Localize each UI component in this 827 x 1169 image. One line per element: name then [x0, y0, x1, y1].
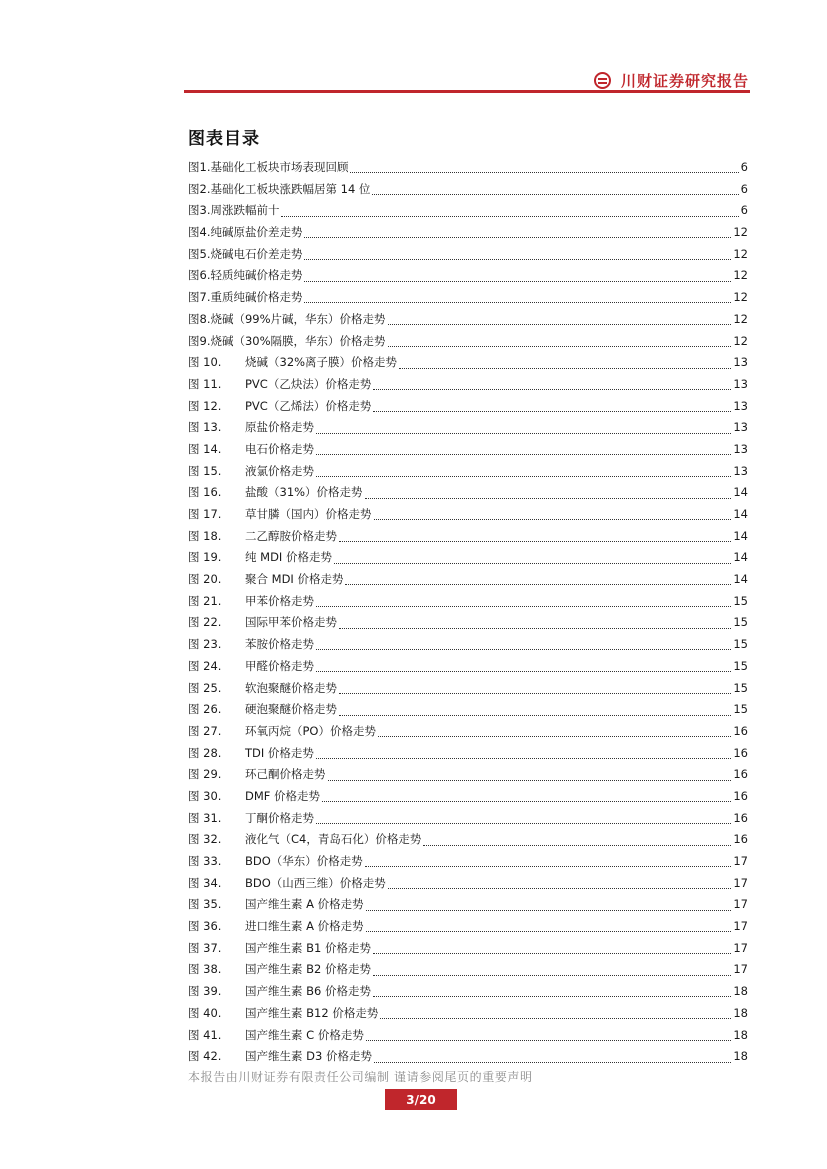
toc-entry[interactable]: [188, 352, 748, 374]
toc-entry-number: 图 40.: [188, 1005, 222, 1020]
toc-entry-title: 国产维生素 A 价格走势: [245, 897, 364, 912]
toc-dot-leader: [316, 442, 731, 455]
toc-entry-title: PVC（乙炔法）价格走势: [245, 376, 372, 391]
toc-entry-title: TDI 价格走势: [245, 745, 314, 760]
toc-entry-title: 基础化工板块涨跌幅居第 14 位: [210, 181, 371, 196]
toc-dot-leader: [373, 941, 731, 954]
toc-entry-page: 16: [733, 723, 748, 738]
toc-entry-page: 15: [733, 637, 748, 652]
toc-entry-title: 草甘膦（国内）价格走势: [245, 507, 372, 521]
toc-entry[interactable]: [188, 504, 748, 526]
toc-entry-number: 图2.: [188, 181, 211, 196]
toc-entry-number: 图 13.: [188, 420, 222, 435]
toc-entry-title: 重质纯碱价格走势: [210, 290, 303, 305]
toc-entry-page: 14: [733, 550, 748, 565]
toc-entry-title: 液化气（C4，青岛石化）价格走势: [245, 832, 422, 847]
toc-entry-number: 图 36.: [188, 919, 222, 934]
toc-entry-number: 图 21.: [188, 593, 222, 608]
toc-dot-leader: [373, 377, 731, 390]
toc-entry-number: 图9.: [188, 333, 211, 348]
toc-entry-page: 12: [733, 333, 748, 348]
chuancai-logo-icon: [594, 72, 611, 89]
toc-entry-page: 18: [733, 1005, 748, 1020]
toc-entry-page: 6: [740, 181, 748, 196]
toc-entry-number: 图 16.: [188, 485, 222, 500]
toc-entry[interactable]: [188, 721, 748, 743]
toc-entry-title: 烧碱（99%片碱，华东）价格走势: [210, 311, 386, 326]
toc-dot-leader: [399, 356, 731, 369]
toc-dot-leader: [339, 681, 731, 694]
toc-dot-leader: [374, 507, 732, 520]
toc-entry-page: 6: [740, 160, 748, 174]
toc-entry-page: 13: [733, 420, 748, 435]
toc-dot-leader: [304, 269, 731, 282]
toc-entry[interactable]: [188, 374, 748, 396]
toc-entry-title: 软泡聚醚价格走势: [245, 680, 337, 695]
toc-entry-number: 图8.: [188, 311, 211, 326]
toc-entry-number: 图 30.: [188, 788, 222, 803]
toc-dot-leader: [322, 789, 731, 802]
toc-entry[interactable]: [188, 265, 748, 287]
toc-entry-page: 14: [733, 572, 748, 587]
toc-dot-leader: [372, 182, 738, 195]
toc-entry-number: 图3.: [188, 203, 211, 218]
toc-entry-number: 图4.: [188, 225, 211, 240]
toc-dot-leader: [388, 876, 732, 889]
toc-entry[interactable]: [188, 179, 748, 201]
toc-dot-leader: [316, 811, 731, 824]
toc-dot-leader: [350, 160, 738, 173]
toc-entry[interactable]: [188, 612, 748, 634]
toc-dot-leader: [365, 486, 732, 499]
toc-entry-page: 18: [733, 1027, 748, 1042]
toc-entry-number: 图 20.: [188, 572, 222, 587]
toc-entry-page: 15: [733, 593, 748, 608]
toc-entry-title: PVC（乙烯法）价格走势: [245, 398, 372, 413]
toc-entry-number: 图 41.: [188, 1027, 222, 1042]
toc-entry[interactable]: [188, 1003, 748, 1025]
toc-entry-page: 17: [733, 854, 748, 868]
toc-entry[interactable]: [188, 222, 748, 244]
toc-entry[interactable]: [188, 1025, 748, 1047]
toc-entry-page: 18: [733, 1049, 748, 1064]
toc-entry[interactable]: [188, 482, 748, 504]
toc-dot-leader: [374, 1050, 731, 1063]
toc-entry-title: 纯 MDI 价格走势: [245, 550, 332, 565]
toc-entry[interactable]: [188, 699, 748, 721]
toc-entry-page: 13: [733, 441, 748, 456]
toc-entry-page: 16: [733, 832, 748, 847]
toc-entry-title: BDO（华东）价格走势: [245, 854, 363, 868]
toc-entry-title: 国产维生素 B6 价格走势: [245, 984, 372, 999]
toc-entry[interactable]: [188, 634, 748, 656]
footer-disclaimer: 本报告由川财证券有限责任公司编制 谨请参阅尾页的重要声明: [188, 1070, 533, 1084]
toc-entry-number: 图 29.: [188, 767, 222, 782]
toc-dot-leader: [373, 984, 731, 997]
toc-entry[interactable]: [188, 461, 748, 483]
toc-dot-leader: [339, 703, 731, 716]
brand-name: 川财证券研究报告: [620, 71, 749, 90]
toc-dot-leader: [304, 290, 731, 303]
toc-entry-number: 图5.: [188, 246, 211, 261]
toc-entry-title: 基础化工板块市场表现回顾: [210, 160, 349, 174]
toc-entry-title: 二乙醇胺价格走势: [245, 528, 337, 543]
toc-entry-page: 15: [733, 680, 748, 695]
toc-entry-number: 图 23.: [188, 637, 222, 652]
toc-entry-number: 图6.: [188, 268, 211, 283]
toc-entry-title: BDO（山西三维）价格走势: [245, 875, 386, 890]
toc-entry-title: 国产维生素 C 价格走势: [245, 1027, 364, 1042]
toc-entry-title: 苯胺价格走势: [245, 637, 314, 652]
toc-dot-leader: [304, 247, 731, 260]
toc-entry-page: 12: [733, 225, 748, 240]
toc-entry[interactable]: [188, 894, 748, 916]
toc-entry-page: 16: [733, 788, 748, 803]
toc-entry-title: 烧碱（32%离子膜）价格走势: [245, 355, 398, 370]
toc-entry-page: 15: [733, 658, 748, 673]
toc-title: 图表目录: [188, 129, 260, 149]
toc-entry[interactable]: [188, 981, 748, 1003]
toc-entry-title: 国产维生素 B1 价格走势: [245, 940, 372, 955]
toc-entry-page: 12: [733, 246, 748, 261]
toc-entry[interactable]: [188, 916, 748, 938]
toc-entry-number: 图 38.: [188, 962, 222, 977]
toc-entry[interactable]: [188, 678, 748, 700]
toc-entry-page: 13: [733, 463, 748, 478]
toc-entry-page: 13: [733, 398, 748, 413]
toc-entry-number: 图 28.: [188, 745, 222, 760]
toc-dot-leader: [316, 746, 731, 759]
toc-entry-title: 国产维生素 D3 价格走势: [245, 1049, 372, 1064]
toc-dot-leader: [339, 529, 731, 542]
toc-entry-page: 6: [740, 203, 748, 218]
toc-entry-page: 17: [733, 940, 748, 955]
toc-entry-title: 国际甲苯价格走势: [245, 615, 337, 630]
toc-entry-page: 13: [733, 376, 748, 391]
toc-entry[interactable]: [188, 244, 748, 266]
toc-dot-leader: [388, 334, 732, 347]
header-divider: [184, 90, 750, 93]
toc-entry-number: 图 31.: [188, 810, 222, 825]
toc-entry[interactable]: [188, 526, 748, 548]
toc-dot-leader: [316, 637, 731, 650]
toc-entry-page: 16: [733, 810, 748, 825]
toc-entry-number: 图 42.: [188, 1049, 222, 1064]
toc-entry[interactable]: [188, 439, 748, 461]
toc-entry-title: 聚合 MDI 价格走势: [245, 572, 344, 587]
toc-entry-page: 12: [733, 311, 748, 326]
toc-entry-number: 图 15.: [188, 463, 222, 478]
toc-entry[interactable]: [188, 959, 748, 981]
toc-entry[interactable]: [188, 851, 748, 873]
toc-dot-leader: [316, 594, 731, 607]
toc-entry-page: 14: [733, 528, 748, 543]
toc-entry[interactable]: [188, 569, 748, 591]
toc-entry-page: 12: [733, 290, 748, 305]
toc-entry-title: 轻质纯碱价格走势: [210, 268, 303, 283]
toc-entry[interactable]: [188, 1046, 748, 1068]
toc-dot-leader: [366, 919, 732, 932]
toc-dot-leader: [316, 659, 731, 672]
toc-entry[interactable]: [188, 396, 748, 418]
toc-entry-number: 图 14.: [188, 441, 222, 456]
toc-entry-page: 13: [733, 355, 748, 370]
toc-entry-title: 环己酮价格走势: [245, 767, 326, 782]
toc-entry-title: 甲醛价格走势: [245, 658, 314, 673]
toc-entry-number: 图 19.: [188, 550, 222, 565]
toc-entry-title: 电石价格走势: [245, 441, 314, 456]
toc-dot-leader: [281, 204, 738, 217]
toc-entry[interactable]: [188, 287, 748, 309]
toc-entry[interactable]: [188, 309, 748, 331]
toc-entry-title: 国产维生素 B12 价格走势: [245, 1005, 379, 1020]
toc-entry-title: 烧碱电石价差走势: [210, 246, 303, 261]
toc-entry-number: 图 35.: [188, 897, 222, 912]
toc-entry-number: 图 22.: [188, 615, 222, 630]
toc-entry[interactable]: [188, 764, 748, 786]
toc-entry-title: 甲苯价格走势: [245, 593, 314, 608]
toc-entry[interactable]: [188, 200, 748, 222]
toc-entry-number: 图 11.: [188, 376, 222, 391]
toc-entry-number: 图 34.: [188, 875, 222, 890]
toc-entry-page: 17: [733, 919, 748, 934]
toc-entry-number: 图 33.: [188, 854, 222, 868]
toc-entry-title: 原盐价格走势: [245, 420, 314, 435]
toc-entry-number: 图 24.: [188, 658, 222, 673]
toc-dot-leader: [366, 1028, 732, 1041]
toc-entry-page: 17: [733, 897, 748, 912]
toc-dot-leader: [366, 898, 732, 911]
toc-entry[interactable]: [188, 873, 748, 895]
toc-entry-number: 图 18.: [188, 528, 222, 543]
toc-dot-leader: [365, 854, 732, 867]
toc-entry-title: 盐酸（31%）价格走势: [245, 485, 363, 500]
toc-dot-leader: [380, 1006, 731, 1019]
toc-entry-number: 图 27.: [188, 723, 222, 738]
toc-list: [188, 157, 748, 1068]
toc-entry-number: 图 17.: [188, 507, 222, 521]
toc-entry-page: 15: [733, 615, 748, 630]
toc-entry-number: 图 32.: [188, 832, 222, 847]
toc-dot-leader: [373, 963, 731, 976]
toc-entry-page: 14: [733, 485, 748, 500]
toc-dot-leader: [345, 572, 731, 585]
toc-entry[interactable]: [188, 417, 748, 439]
toc-entry[interactable]: [188, 938, 748, 960]
toc-entry-page: 16: [733, 745, 748, 760]
toc-dot-leader: [423, 833, 731, 846]
toc-entry-title: 进口维生素 A 价格走势: [245, 919, 364, 934]
toc-entry-title: 液氯价格走势: [245, 463, 314, 478]
toc-dot-leader: [316, 464, 731, 477]
toc-entry-number: 图 12.: [188, 398, 222, 413]
toc-entry[interactable]: [188, 157, 748, 179]
toc-entry-title: 纯碱原盐价差走势: [210, 225, 303, 240]
toc-entry[interactable]: [188, 743, 748, 765]
toc-entry-number: 图7.: [188, 290, 211, 305]
toc-dot-leader: [388, 312, 732, 325]
toc-entry-number: 图 26.: [188, 702, 222, 717]
toc-entry[interactable]: [188, 656, 748, 678]
toc-entry-number: 图 10.: [188, 355, 222, 370]
toc-entry-page: 17: [733, 962, 748, 977]
toc-entry-title: 烧碱（30%隔膜，华东）价格走势: [210, 333, 386, 348]
toc-entry-title: 周涨跌幅前十: [210, 203, 280, 218]
toc-entry-number: 图 25.: [188, 680, 222, 695]
toc-entry[interactable]: [188, 591, 748, 613]
toc-dot-leader: [339, 616, 731, 629]
toc-entry[interactable]: [188, 331, 748, 353]
toc-dot-leader: [328, 768, 732, 781]
toc-entry-number: 图 39.: [188, 984, 222, 999]
toc-entry-title: 丁酮价格走势: [245, 810, 314, 825]
toc-entry-page: 14: [733, 507, 748, 521]
toc-dot-leader: [316, 421, 731, 434]
toc-entry-page: 17: [733, 875, 748, 890]
toc-entry-page: 18: [733, 984, 748, 999]
toc-entry[interactable]: [188, 786, 748, 808]
toc-dot-leader: [334, 551, 731, 564]
toc-entry-page: 12: [733, 268, 748, 283]
toc-dot-leader: [304, 225, 731, 238]
page-number-badge: 3/20: [385, 1089, 457, 1110]
toc-dot-leader: [373, 399, 731, 412]
toc-entry[interactable]: [188, 829, 748, 851]
toc-entry[interactable]: [188, 547, 748, 569]
toc-entry-page: 16: [733, 767, 748, 782]
toc-entry-title: DMF 价格走势: [245, 788, 321, 803]
toc-entry-page: 15: [733, 702, 748, 717]
toc-entry-number: 图 37.: [188, 940, 222, 955]
toc-entry[interactable]: [188, 808, 748, 830]
toc-entry-number: 图1.: [188, 160, 211, 174]
toc-entry-title: 国产维生素 B2 价格走势: [245, 962, 372, 977]
toc-dot-leader: [378, 724, 731, 737]
toc-entry-title: 环氧丙烷（PO）价格走势: [245, 723, 376, 738]
toc-entry-title: 硬泡聚醚价格走势: [245, 702, 337, 717]
